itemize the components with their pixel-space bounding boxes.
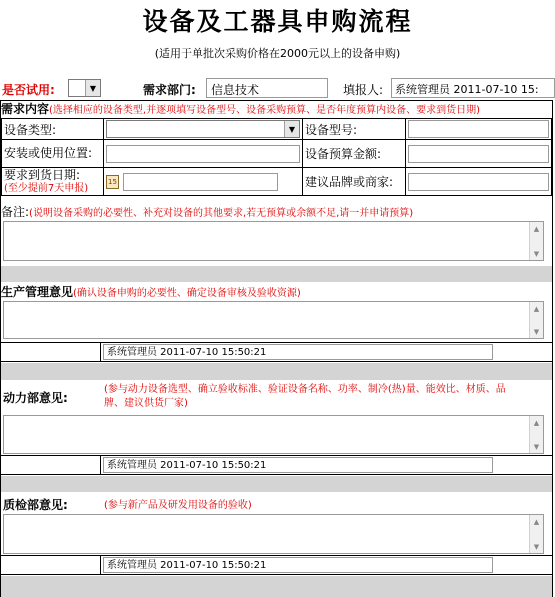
chevron-down-icon[interactable]: ▼ [284, 121, 299, 137]
delivery-date-label: 要求到货日期: [4, 167, 81, 182]
equipment-model-input[interactable] [408, 120, 549, 138]
remarks-heading [1, 204, 552, 220]
dept-label: 需求部门: [143, 83, 196, 97]
quality-title: 质检部意见: [3, 498, 68, 512]
power-title: 动力部意见: [3, 391, 68, 405]
divider-band [1, 266, 552, 282]
install-location-label: 安装或使用位置: [2, 140, 104, 168]
brand-input[interactable] [408, 173, 549, 191]
power-heading [1, 383, 552, 413]
scroll-down-icon[interactable]: ▼ [533, 542, 540, 551]
production-signature[interactable]: 系统管理员 2011-07-10 15:50:21 [103, 344, 493, 360]
power-textarea[interactable] [3, 415, 544, 454]
filler-field[interactable]: 系统管理员 2011-07-10 15: [391, 78, 555, 98]
divider-band [1, 363, 552, 380]
scroll-up-icon[interactable]: ▲ [533, 224, 540, 233]
equipment-model-label: 设备型号: [303, 119, 406, 140]
divider-band [1, 476, 552, 492]
quality-heading [1, 494, 552, 512]
scroll-down-icon[interactable]: ▼ [533, 327, 540, 336]
remarks-hint: (说明设备采购的必要性、补充对设备的其他要求,若无预算或余额不足,请一并申请预算) [29, 208, 414, 219]
dept-field[interactable]: 信息技术 [206, 78, 328, 98]
scroll-down-icon[interactable]: ▼ [533, 442, 540, 451]
scroll-up-icon[interactable]: ▲ [533, 517, 540, 526]
quality-signature-row [1, 555, 552, 575]
budget-label: 设备预算金额: [303, 140, 406, 168]
power-scrollbar[interactable] [529, 416, 543, 453]
requirement-heading [1, 101, 552, 118]
remarks-scrollbar[interactable] [529, 222, 543, 260]
production-hint: (确认设备申购的必要性、确定设备审核及验收资源) [73, 288, 301, 299]
quality-scrollbar[interactable] [529, 515, 543, 553]
calendar-icon[interactable]: 15 [106, 175, 119, 189]
trial-select[interactable] [68, 79, 101, 97]
delivery-date-input[interactable] [123, 173, 278, 191]
scroll-up-icon[interactable]: ▲ [533, 418, 540, 427]
equipment-type-select[interactable] [106, 120, 300, 138]
production-title: 生产管理意见 [1, 285, 74, 299]
requirement-hint: (选择相应的设备类型,并逐项填写设备型号、设备采购预算、是否年度预算内设备、要求到货日期) [49, 105, 480, 116]
power-hint: (参与动力设备选型、确立验收标准、验证设备名称、功率、制冷(热)量、能效比、材质、品牌、建议供货厂家) [104, 384, 506, 409]
production-signature-row [1, 342, 552, 362]
equipment-type-label: 设备类型: [2, 119, 104, 140]
divider-band [1, 576, 552, 597]
quality-signature[interactable]: 系统管理员 2011-07-10 15:50:21 [103, 557, 493, 573]
quality-hint: (参与新产品及研发用设备的验收) [104, 500, 252, 511]
trial-label: 是否试用: [2, 83, 55, 97]
production-heading [1, 284, 552, 300]
page-title: 设备及工器具申购流程 [142, 7, 413, 36]
remarks-title: 备注: [1, 205, 30, 219]
power-signature[interactable]: 系统管理员 2011-07-10 15:50:21 [103, 457, 493, 473]
delivery-date-note: (至少提前7天申报) [4, 182, 89, 194]
install-location-input[interactable] [106, 145, 300, 163]
requirement-table [1, 118, 552, 196]
production-textarea[interactable] [3, 301, 544, 339]
page-subtitle: (适用于单批次采购价格在2000元以上的设备申购) [154, 47, 401, 60]
header-fields [0, 78, 555, 100]
scroll-down-icon[interactable]: ▼ [533, 249, 540, 258]
power-signature-row [1, 455, 552, 475]
quality-textarea[interactable] [3, 514, 544, 554]
budget-input[interactable] [408, 145, 549, 163]
brand-label: 建议品牌或商家: [303, 168, 406, 196]
scroll-up-icon[interactable]: ▲ [533, 304, 540, 313]
remarks-textarea[interactable] [3, 221, 544, 261]
production-scrollbar[interactable] [529, 302, 543, 338]
requirement-title: 需求内容 [1, 102, 50, 116]
chevron-down-icon[interactable]: ▼ [85, 80, 100, 96]
filler-label: 填报人: [343, 83, 384, 97]
